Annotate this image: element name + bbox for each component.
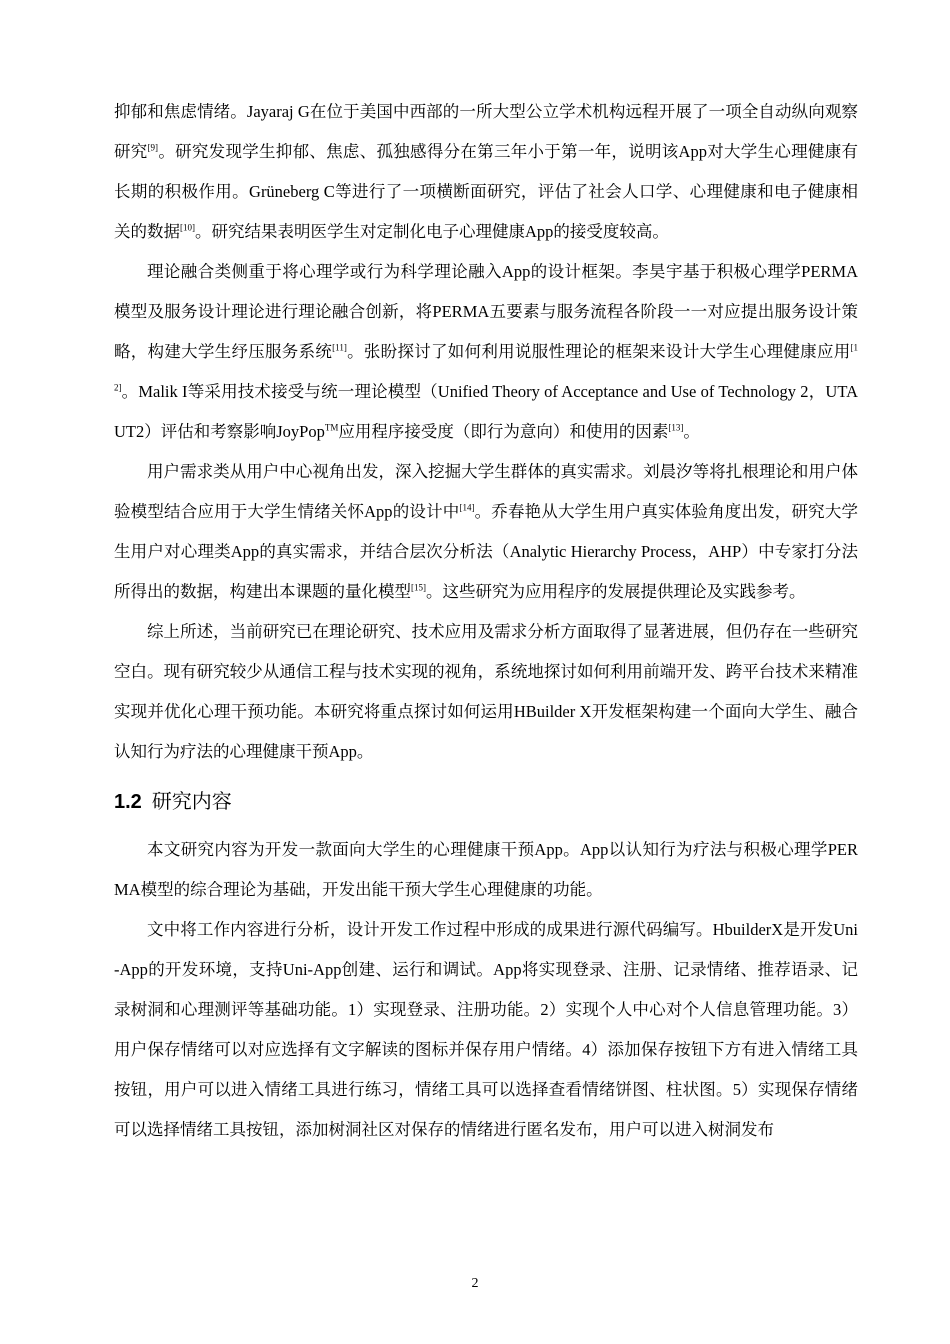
text-run: 。: [683, 422, 700, 441]
paragraph: [114, 252, 858, 452]
text-run: 用户需求类从用户中心视角出发，深入挖掘大学生群体的真实需求。刘晨汐等将扎根理论和用户体验模型结合应用于大学生情绪关怀App的设计中: [114, 462, 858, 521]
text-run: 综上所述，当前研究已在理论研究、技术应用及需求分析方面取得了显著进展，但仍存在一些研究空白。现有研究较少从通信工程与技术实现的视角，系统地探讨如何利用前端开发、跨平台技术来精准实现并优化心理干预功能。本研究将重点探讨如何运用HBuilder X开发框架构建一个面向大学生、融合认知行为疗法的心理健康干预App。: [114, 622, 858, 761]
paragraph: [114, 452, 858, 612]
text-run: 。这些研究为应用程序的发展提供理论及实践参考。: [426, 582, 806, 601]
text-run: 。乔春艳从大学生用户真实体验角度出发，研究大学生用户对心理类App的真实需求，并结合层次分析法（Analytic Hierarchy Process，AHP）中专家打分法所得出的数据，构建出本课题的量化模型: [114, 502, 859, 601]
citation-superscript: [14]: [459, 502, 475, 513]
text-run: 本文研究内容为开发一款面向大学生的心理健康干预App。App以认知行为疗法与积极心理学PERMA模型的综合理论为基础，开发出能干预大学生心理健康的功能。: [114, 840, 858, 899]
paragraph: [114, 830, 858, 910]
text-run: 。研究结果表明医学生对定制化电子心理健康App的接受度较高。: [195, 222, 669, 241]
citation-superscript: [15]: [411, 582, 426, 593]
section-title: 研究内容: [151, 791, 232, 813]
text-run: 。张盼探讨了如何利用说服性理论的框架来设计大学生心理健康应用: [346, 342, 851, 361]
section-heading: [114, 782, 858, 822]
text-run: 。研究发现学生抑郁、焦虑、孤独感得分在第三年小于第一年，说明该App对大学生心理健康有长期的积极作用。Grüneberg C等进行了一项横断面研究，评估了社会人口学、心理健康和电子健康相关的数据: [114, 142, 858, 241]
body-text-top: [114, 92, 858, 772]
text-run: 文中将工作内容进行分析，设计开发工作过程中形成的成果进行源代码编写。HbuilderX是开发Uni-App的开发环境，支持Uni-App创建、运行和调试。App将实现登录、注册、记录情绪、推荐语录、记录树洞和心理测评等基础功能。1）实现登录、注册功能。2）实现个人中心对个人信息管理功能。3）用户保存情绪可以对应选择有文字解读的图标并保存用户情绪。4）添加保存按钮下方有进入情绪工具按钮，用户可以进入情绪工具进行练习，情绪工具可以选择查看情绪饼图、柱状图。5）实现保存情绪可以选择情绪工具按钮，添加树洞社区对保存的情绪进行匿名发布，用户可以进入树洞发布: [114, 920, 858, 1139]
body-text-bottom: [114, 830, 858, 1150]
citation-superscript: [11]: [332, 342, 347, 353]
text-run: 抑郁和焦虑情绪。Jayaraj G在位于美国中西部的一所大型公立学术机构远程开展了一项全自动纵向观察研究: [114, 102, 858, 161]
paragraph: [114, 612, 858, 772]
citation-superscript: TM: [324, 422, 339, 433]
page-number: 2: [471, 1276, 479, 1291]
text-run: 应用程序接受度（即行为意向）和使用的因素: [338, 422, 669, 441]
text-run: 理论融合类侧重于将心理学或行为科学理论融入App的设计框架。李昊宇基于积极心理学PERMA模型及服务设计理论进行理论融合创新，将PERMA五要素与服务流程各阶段一一对应提出服务设计策略，构建大学生纾压服务系统: [114, 262, 858, 361]
citation-superscript: [10]: [180, 222, 195, 233]
section-number: 1.2: [114, 791, 142, 813]
citation-superscript: [12]: [114, 342, 859, 393]
page-body: [114, 92, 858, 1150]
citation-superscript: [9]: [147, 142, 159, 153]
paragraph: [114, 92, 858, 252]
citation-superscript: [13]: [668, 422, 684, 433]
paragraph: [114, 910, 858, 1150]
text-run: 。Malik I等采用技术接受与统一理论模型（Unified Theory of Acceptance and Use of Technology 2，UTAUT2）评估和考察影响JoyPop: [114, 382, 858, 441]
